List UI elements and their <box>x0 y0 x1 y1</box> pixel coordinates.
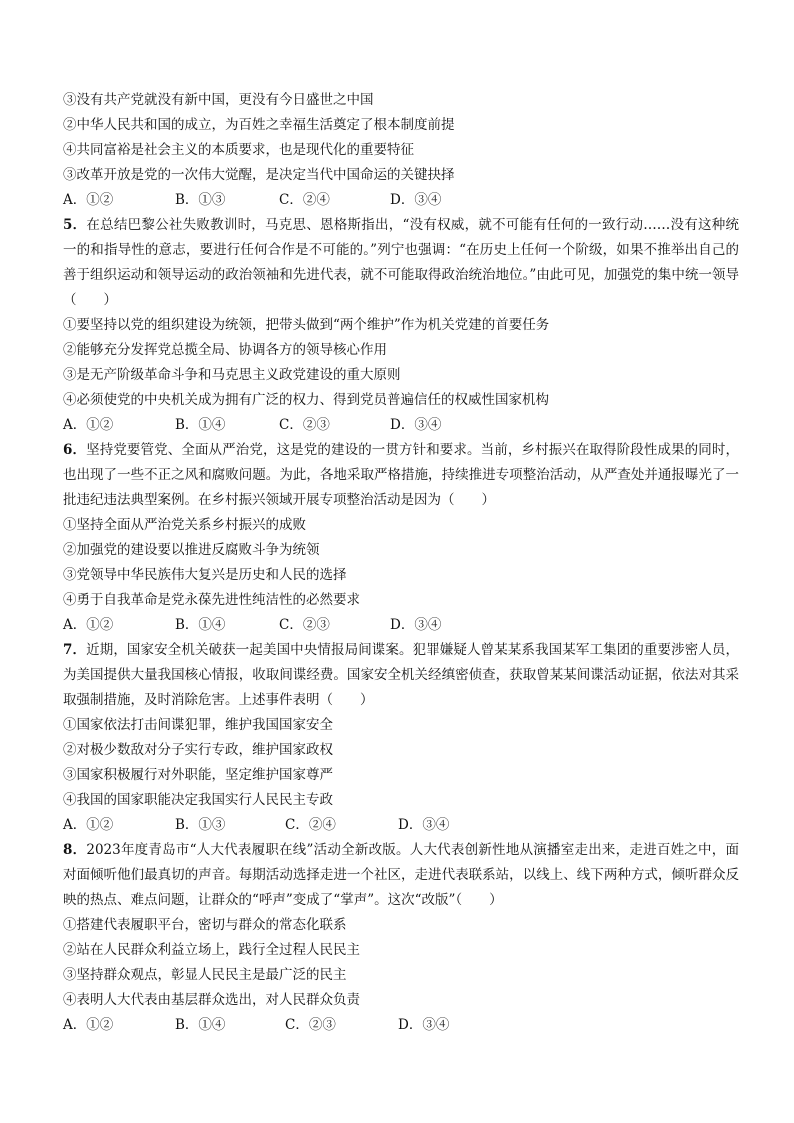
question-text: 坚持党要管党、全面从严治党，这是党的建设的一贯方针和要求。当前，乡村振兴在取得阶段性成果的同时，也出现了一些不正之风和腐败问题。为此，各地采取严格措施，持续推进专项整治活动，从严查处并通报曝光了一批违纪违法典型案例。在乡村振兴领域开展专项整治活动是因为（ ） <box>63 442 739 508</box>
question-5 <box>63 213 739 438</box>
question-text: 2023年度青岛市“人大代表履职在线”活动全新改版。人大代表创新性地从演播室走出来，走进百姓之中，面对面倾听他们最真切的声音。每期活动选择走进一个社区，走进代表联系站，以线上、线下两种方式，倾听群众反映的热点、难点问题，让群众的“呼声”变成了“掌声”。这次“改版”（ ） <box>63 842 739 908</box>
question-stem <box>63 213 739 313</box>
option-a: A．①② <box>63 192 114 208</box>
option-c: C．②④ <box>279 192 330 208</box>
option-c: C．②③ <box>285 1017 336 1033</box>
statement: ②中华人民共和国的成立，为百姓之幸福生活奠定了根本制度前提 <box>63 117 455 133</box>
statement: ③国家积极履行对外职能，坚定维护国家尊严 <box>63 767 333 783</box>
question-text: 在总结巴黎公社失败教训时，马克思、恩格斯指出，“没有权威，就不可能有任何的一致行动……没有这种统一的和指导性的意志，要进行任何合作是不可能的。”列宁也强调：“在历史上任何一个阶级，如果不推举出自己的善于组织运动和领导运动的政治领袖和先进代表，就不可能取得政治统治地位。”由此可见，加强党的集中统一领导（ ） <box>63 217 739 308</box>
statement: ①搭建代表履职平台，密切与群众的常态化联系 <box>63 917 347 933</box>
statement: ③是无产阶级革命斗争和马克思主义政党建设的重大原则 <box>63 367 401 383</box>
question-6 <box>63 438 739 638</box>
statement: ④共同富裕是社会主义的本质要求，也是现代化的重要特征 <box>63 142 414 158</box>
option-d: D．③④ <box>398 1017 450 1033</box>
statement: ④勇于自我革命是党永葆先进性纯洁性的必然要求 <box>63 592 360 608</box>
statement: ①要坚持以党的组织建设为统领，把带头做到“两个维护”作为机关党建的首要任务 <box>63 317 550 333</box>
statement: ③改革开放是党的一次伟大觉醒，是决定当代中国命运的关键抉择 <box>63 167 455 183</box>
statement: ④必须使党的中央机关成为拥有广泛的权力、得到党员普遍信任的权威性国家机构 <box>63 392 549 408</box>
option-a: A．①② <box>63 617 114 633</box>
statement: ③坚持群众观点，彰显人民民主是最广泛的民主 <box>63 967 347 983</box>
statement: ①坚持全面从严治党关系乡村振兴的成败 <box>63 517 306 533</box>
question-number: 8． <box>63 842 87 858</box>
question-7 <box>63 638 739 838</box>
question-stem <box>63 438 739 513</box>
option-d: D．③④ <box>390 617 442 633</box>
option-b: B．①④ <box>175 417 226 433</box>
statement: ③没有共产党就没有新中国，更没有今日盛世之中国 <box>63 92 374 108</box>
statement: ④表明人大代表由基层群众选出，对人民群众负责 <box>63 992 360 1008</box>
statement: ②能够充分发挥党总揽全局、协调各方的领导核心作用 <box>63 342 387 358</box>
question-number: 7． <box>63 642 87 658</box>
option-c: C．②④ <box>285 817 336 833</box>
option-b: B．①④ <box>175 617 226 633</box>
question-stem <box>63 638 739 713</box>
option-b: B．①③ <box>175 817 226 833</box>
statement: ①国家依法打击间谍犯罪，维护我国国家安全 <box>63 717 333 733</box>
answer-options <box>63 813 739 838</box>
option-a: A．①② <box>63 1017 114 1033</box>
option-d: D．③④ <box>398 817 450 833</box>
option-a: A．①② <box>63 417 114 433</box>
statement: ②对极少数敌对分子实行专政，维护国家政权 <box>63 742 333 758</box>
question-list <box>63 88 739 1038</box>
question-8 <box>63 838 739 1038</box>
statement: ②站在人民群众利益立场上，践行全过程人民民主 <box>63 942 360 958</box>
option-d: D．③④ <box>390 417 442 433</box>
option-b: B．①④ <box>175 1017 226 1033</box>
option-c: C．②③ <box>279 417 330 433</box>
question-4 <box>63 88 739 213</box>
question-stem <box>63 838 739 913</box>
option-d: D．③④ <box>390 192 442 208</box>
statement: ②加强党的建设要以推进反腐败斗争为统领 <box>63 542 320 558</box>
answer-options <box>63 413 739 438</box>
statement: ④我国的国家职能决定我国实行人民民主专政 <box>63 792 333 808</box>
statement: ③党领导中华民族伟大复兴是历史和人民的选择 <box>63 567 347 583</box>
option-c: C．②③ <box>279 617 330 633</box>
option-a: A．①② <box>63 817 114 833</box>
question-text: 近期，国家安全机关破获一起美国中央情报局间谍案。犯罪嫌疑人曾某某系我国某军工集团的重要涉密人员，为美国提供大量我国核心情报，收取间谍经费。国家安全机关经缜密侦查，获取曾某某间谍活动证据，依法对其采取强制措施，及时消除危害。上述事件表明（ ） <box>63 642 739 708</box>
answer-options <box>63 188 739 213</box>
answer-options <box>63 613 739 638</box>
option-b: B．①③ <box>175 192 226 208</box>
answer-options <box>63 1013 739 1038</box>
question-number: 6． <box>63 442 87 458</box>
question-number: 5． <box>63 217 87 233</box>
